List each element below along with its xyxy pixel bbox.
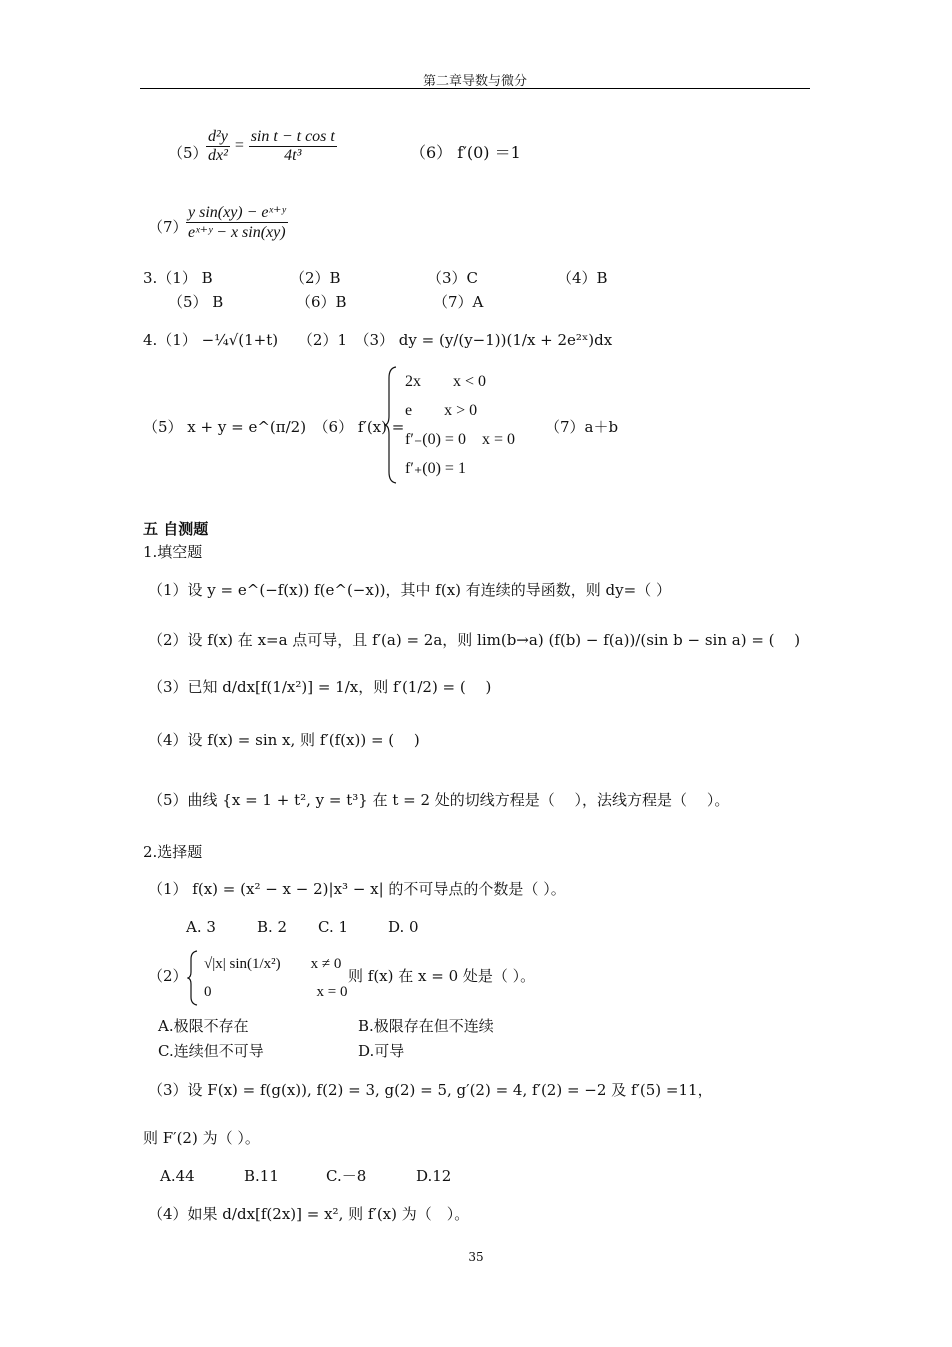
page-number: 35 <box>468 1250 484 1264</box>
q4-row2-left: （5） x + y = e^(π/2) （6） f′(x) = <box>143 418 405 436</box>
choice-1-opt-b: B. 2 <box>257 918 288 936</box>
choice-2-opt-c: C.连续但不可导 <box>158 1042 264 1060</box>
answer-5-formula: $\frac{\text{d²y}}{\text{dx²}}$ = $\frac{\text{sin t − t cos t}}{\text{4t³}}$ <box>208 128 335 164</box>
q3-r1-b: （2）B <box>290 269 341 287</box>
q3-r2-a: （5） B <box>168 293 224 311</box>
choice-1-opt-c: C. 1 <box>318 918 349 936</box>
answer-5-lhs-num: d²y <box>208 128 228 145</box>
choice-2-opt-a: A.极限不存在 <box>158 1017 249 1035</box>
choice-4: （4）如果 d/dx[f(2x)] = x², 则 f′(x) 为（ ）。 <box>148 1205 470 1223</box>
q3-r2-b: （6）B <box>296 293 347 311</box>
choice-3-line2: 则 F′(2) 为（ ）。 <box>143 1129 260 1147</box>
q3-r1-a: 3.（1） B <box>143 269 213 287</box>
answer-6: （6） f′(0) ＝1 <box>410 143 521 162</box>
answer-7-num: y sin(xy) − eˣ⁺ʸ <box>188 204 286 221</box>
answer-7-label: （7） <box>148 218 188 236</box>
answer-5-rhs-num: sin t − t cos t <box>250 128 335 145</box>
q4-cases <box>405 367 515 483</box>
q3-r1-c: （3）C <box>427 269 479 287</box>
answer-7-den: eˣ⁺ʸ − x sin(xy) <box>188 224 286 241</box>
q3-r1-d: （4）B <box>557 269 608 287</box>
choice-2-case-2: 0 x = 0 <box>204 984 348 1000</box>
fill-5: （5）曲线 {x = 1 + t², y = t³} 在 t = 2 处的切线方程是（ ），法线方程是（ ）。 <box>148 791 730 809</box>
choice-title: 2.选择题 <box>143 843 203 861</box>
choice-2-case-1: √|x| sin(1/x²) x ≠ 0 <box>204 956 342 972</box>
q4-case-1: 2x x < 0 <box>405 373 487 390</box>
choice-1-opt-a: A. 3 <box>186 918 216 936</box>
answer-5-rhs-den: 4t³ <box>284 147 302 164</box>
choice-2-opt-b: B.极限存在但不连续 <box>358 1017 494 1035</box>
q4-brace <box>384 366 398 484</box>
answer-5-lhs <box>206 128 230 165</box>
choice-1: （1） f(x) = (x² − x − 2)|x³ − x| 的不可导点的个数是（ ）。 <box>148 880 566 898</box>
answer-5-label: （5） <box>168 144 208 162</box>
fill-1: （1）设 y = e^(−f(x)) f(e^(−x))，其中 f(x) 有连续的导函数，则 dy=（ ） <box>148 581 671 599</box>
q4-row2-right: （7）a＋b <box>545 418 619 436</box>
choice-2-opt-d: D.可导 <box>358 1042 405 1060</box>
fill-3: （3）已知 d/dx[f(1/x²)] = 1/x，则 f′(1/2) = ( ) <box>148 678 492 696</box>
section-title: 五 自测题 <box>143 520 209 538</box>
q4-case-4: f′₊(0) = 1 <box>405 460 466 477</box>
answer-5-lhs-den: dx² <box>208 147 228 164</box>
page-header-title: 第二章导数与微分 <box>422 74 527 89</box>
q3-r2-c: （7）A <box>433 293 484 311</box>
choice-2-text: 则 f(x) 在 x = 0 处是（ ）。 <box>348 967 536 985</box>
choice-2-label: （2） <box>148 967 188 985</box>
choice-3-opt-a: A.44 <box>160 1167 195 1185</box>
answer-5-rhs <box>249 128 337 165</box>
q4-row1: 4.（1） −¼√(1+t) （2）1 （3） dy = (y/(y−1))(1/x + 2e²ˣ)dx <box>143 331 613 349</box>
fill-title: 1.填空题 <box>143 543 203 561</box>
choice-3-line1: （3）设 F(x) = f(g(x)), f(2) = 3, g(2) = 5, g′(2) = 4, f′(2) = −2 及 f′(5) =11， <box>148 1081 713 1099</box>
choice-2-brace <box>187 950 199 1006</box>
q4-case-2: e x > 0 <box>405 402 478 419</box>
fill-4: （4）设 f(x) = sin x, 则 f′(f(x)) = ( ) <box>148 731 420 749</box>
answer-7-formula <box>186 203 288 242</box>
choice-3-opt-d: D.12 <box>416 1167 452 1185</box>
q4-case-3: f′₋(0) = 0 x = 0 <box>405 431 515 448</box>
fill-2: （2）设 f(x) 在 x=a 点可导，且 f′(a) = 2a，则 lim(b→a) (f(b) − f(a))/(sin b − sin a) = ( ) <box>148 631 801 649</box>
choice-3-opt-c: C.－8 <box>326 1167 367 1185</box>
header-rule <box>140 88 810 89</box>
choice-1-opt-d: D. 0 <box>388 918 419 936</box>
choice-3-opt-b: B.11 <box>244 1167 279 1185</box>
